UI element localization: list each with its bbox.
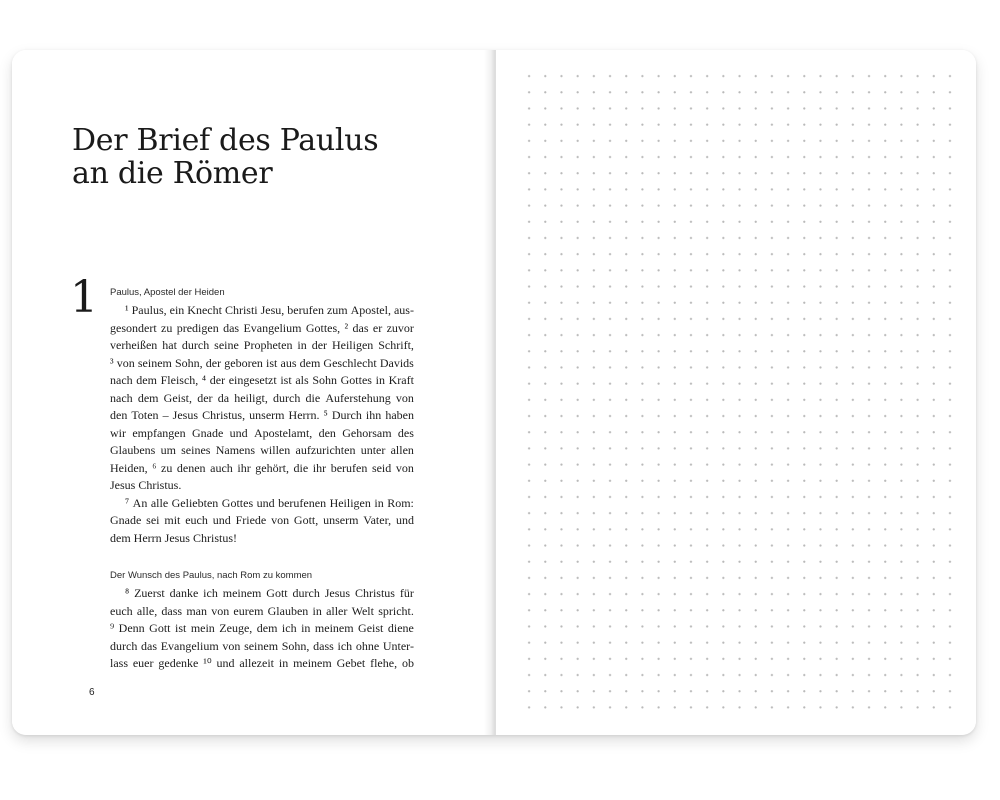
- text-line: nach dem Geist, der da heiligt, durch die Auferstehung von: [110, 390, 414, 405]
- text-line: ⁸ Zuerst danke ich meinem Gott durch Jesus Christus für: [125, 586, 414, 600]
- text-line: ⁹ Denn Gott ist mein Zeuge, dem ich in meinem Geist diene: [110, 621, 414, 635]
- text-line: ³ von seinem Sohn, der geboren ist aus dem Geschlecht Davids: [110, 355, 414, 370]
- text-line: Jesus Christus.: [110, 478, 182, 492]
- text-line: wir empfangen Gnade und Apostelamt, den Gehorsam des: [110, 425, 414, 440]
- text-line: Gnade sei mit euch und Friede von Gott, unserm Vater, und: [110, 513, 414, 527]
- dot-grid-pattern: [521, 68, 961, 716]
- text-line: nach dem Fleisch, ⁴ der eingesetzt ist als Sohn Gottes in Kraft: [110, 373, 414, 387]
- page-number: 6: [89, 687, 95, 698]
- text-line: euch alle, dass man von eurem Glauben in aller Welt spricht.: [110, 603, 414, 618]
- text-line: verheißen hat durch seine Propheten in der Heiligen Schrift,: [110, 338, 414, 352]
- scripture-text: [110, 286, 414, 673]
- right-page-dot-grid: [496, 50, 976, 735]
- section-heading: Der Wunsch des Paulus, nach Rom zu kommen: [110, 570, 313, 581]
- section-heading: Paulus, Apostel der Heiden: [110, 287, 225, 298]
- text-line: gesondert zu predigen das Evangelium Gottes, ² das er zuvor: [110, 320, 414, 335]
- title-line-2: an die Römer: [72, 156, 273, 191]
- chapter-number: 1: [70, 272, 98, 323]
- text-line: lass euer gedenke ¹⁰ und allezeit in meinem Gebet flehe, ob: [110, 656, 414, 670]
- text-line: den Toten – Jesus Christus, unserm Herrn. ⁵ Durch ihn haben: [110, 408, 414, 422]
- book-title: [72, 124, 378, 190]
- text-line: durch das Evangelium von seinem Sohn, dass ich ohne Unter-: [110, 638, 414, 653]
- text-line: Glaubens um seines Namens willen aufzurichten unter allen: [110, 443, 414, 457]
- text-line: ⁷ An alle Geliebten Gottes und berufenen Heiligen in Rom:: [125, 495, 414, 510]
- open-notebook-spread: [12, 50, 976, 735]
- title-line-1: Der Brief des Paulus: [72, 123, 379, 158]
- left-page: [12, 50, 490, 735]
- text-line: dem Herrn Jesus Christus!: [110, 530, 237, 545]
- text-line: Heiden, ⁶ zu denen auch ihr gehört, die ihr berufen seid von: [110, 460, 414, 475]
- text-line: ¹ Paulus, ein Knecht Christi Jesu, berufen zum Apostel, aus-: [125, 303, 414, 317]
